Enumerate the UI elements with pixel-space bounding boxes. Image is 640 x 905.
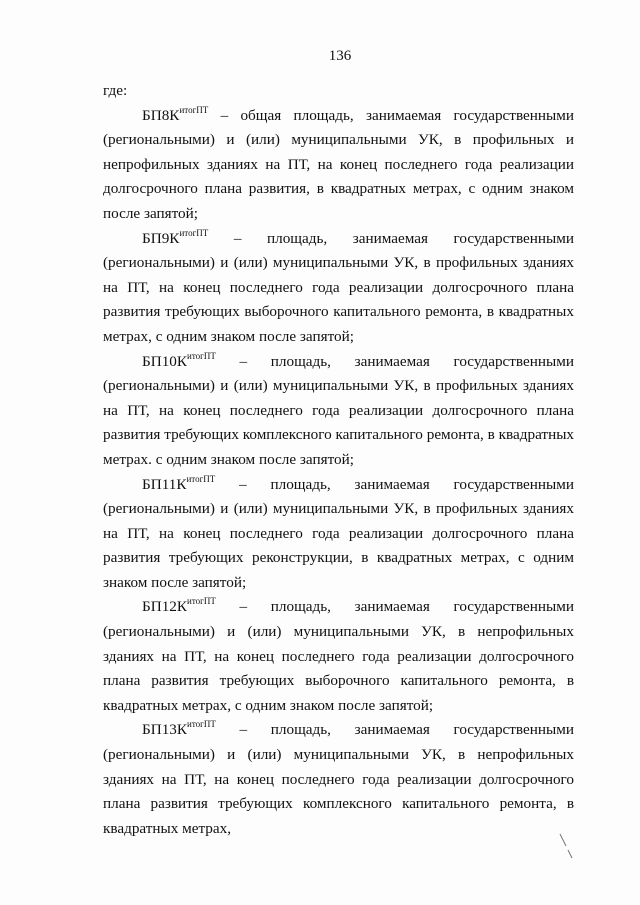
intro-text: где: — [103, 82, 128, 99]
definition-text: (региональными) и (или) муниципальными УК, в профильных зданиях на ПТ, на конец последнего года реализации долгосрочного плана развития требующих реконструкции, в квадратных метрах, с одним знаком после запятой; — [103, 500, 574, 591]
definition-first-line: $БП11К^{итогПТ}$ – площадь, занимаемая государственными — [103, 473, 574, 498]
definition-bp8 — [103, 104, 574, 227]
definition-text: (региональными) и (или) муниципальными УК, в профильных и непрофильных зданиях на ПТ, на конец последнего года реализации долгосрочного плана развития, в квадратных метрах, с одним знаком после запятой; — [103, 131, 574, 222]
definition-first-line: $БП13К^{итогПТ}$ – площадь, занимаемая государственными — [103, 718, 574, 743]
definition-bp10 — [103, 350, 574, 473]
definition-text: (региональными) и (или) муниципальными УК, в профильных зданиях на ПТ, на конец последнего года реализации долгосрочного плана развития требующих комплексного капитального ремонта, в квадратных метрах. с одним знаком после запятой; — [103, 377, 574, 468]
definition-text: (региональными) и (или) муниципальными УК, в непрофильных зданиях на ПТ, на конец последнего года реализации долгосрочного плана развития требующих выборочного капитального ремонта, в квадратных метрах, с одним знаком после запятой; — [103, 623, 574, 714]
definition-first-line: $БП12К^{итогПТ}$ – площадь, занимаемая государственными — [103, 595, 574, 620]
definition-symbol: $БП8К^{итогПТ}$ — [142, 104, 209, 124]
definition-symbol: $БП13К^{итогПТ}$ — [142, 719, 216, 739]
document-body — [103, 79, 574, 841]
definition-text: (региональными) и (или) муниципальными УК, в профильных зданиях на ПТ, на конец последнего года реализации долгосрочного плана развития требующих выборочного капитального ремонта, в квадратных метрах, с одним знаком после запятой; — [103, 254, 574, 345]
definition-symbol: $БП9К^{итогПТ}$ — [142, 227, 209, 247]
definition-bp12 — [103, 595, 574, 718]
definition-first-line: $БП10К^{итогПТ}$ – площадь, занимаемая государственными — [103, 350, 574, 375]
definition-symbol: $БП12К^{итогПТ}$ — [142, 596, 216, 616]
definition-bp13 — [103, 718, 574, 841]
definition-bp9 — [103, 227, 574, 350]
definition-bp11 — [103, 473, 574, 596]
page-number: 136 — [328, 48, 352, 64]
scan-artifact-mark — [558, 832, 578, 862]
definition-text: (региональными) и (или) муниципальными УК, в непрофильных зданиях на ПТ, на конец последнего года реализации долгосрочного плана развития требующих комплексного капитального ремонта, в квадратных метрах, — [103, 746, 574, 837]
definition-first-line: $БП8К^{итогПТ}$ – общая площадь, занимаемая государственными — [103, 104, 574, 129]
definition-symbol: $БП10К^{итогПТ}$ — [142, 350, 216, 370]
definition-first-line: $БП9К^{итогПТ}$ – площадь, занимаемая государственными — [103, 227, 574, 252]
definition-symbol: $БП11К^{итогПТ}$ — [142, 473, 216, 493]
